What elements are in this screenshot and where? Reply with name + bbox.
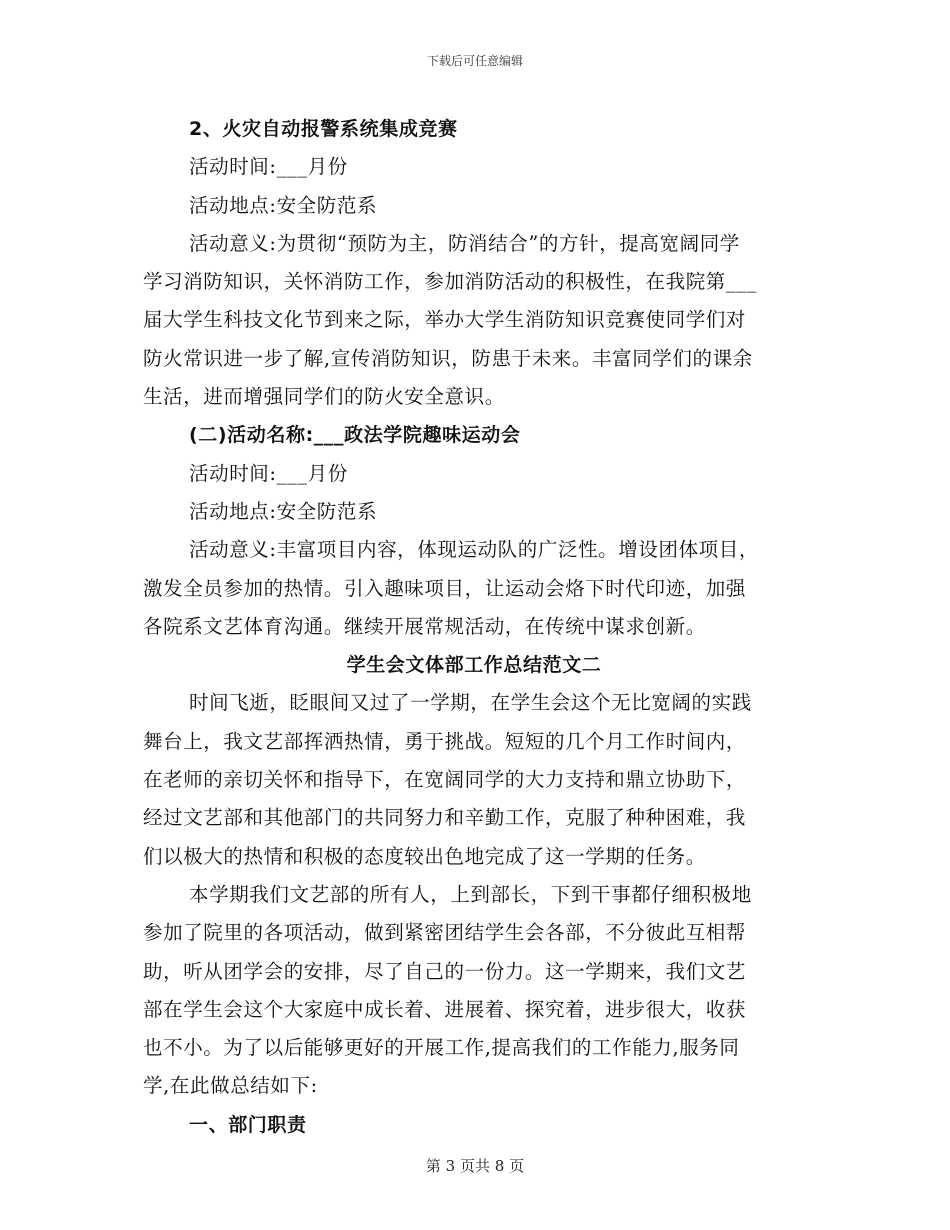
section-heading: 2、火灾自动报警系统集成竞赛 xyxy=(189,118,458,140)
section-heading: (二)活动名称:___政法学院趣味运动会 xyxy=(189,424,521,447)
paragraph-line: 活动时间:___月份 xyxy=(189,155,348,179)
paragraph-line: 活动意义:为贯彻“预防为主，防消结合”的方针，提高宽阔同学 xyxy=(189,231,740,255)
section-heading: 一、部门职责 xyxy=(189,1113,307,1136)
paragraph-line: 活动地点:安全防范系 xyxy=(189,499,378,523)
paragraph-line: 各院系文艺体育沟通。继续开展常规活动，在传统中谋求创新。 xyxy=(143,614,706,638)
paragraph-line: 活动地点:安全防范系 xyxy=(189,193,378,217)
paragraph-line: 参加了院里的各项活动，做到紧密团结学生会各部，不分彼此互相帮 xyxy=(143,921,747,945)
page-footer: 第 3 页共 8 页 xyxy=(425,1157,525,1175)
paragraph-line: 届大学生科技文化节到来之际，举办大学生消防知识竞赛使同学们对 xyxy=(143,308,747,332)
paragraph-line: 在老师的亲切关怀和指导下，在宽阔同学的大力支持和鼎立协助下， xyxy=(143,768,747,792)
paragraph-line: 部在学生会这个大家庭中成长着、进展着、探究着，进步很大，收获 xyxy=(143,997,747,1021)
paragraph-line: 助，听从团学会的安排，尽了自己的一份力。这一学期来，我们文艺 xyxy=(143,959,747,983)
paragraph-line: 本学期我们文艺部的所有人，上到部长，下到干事都仔细积极地 xyxy=(189,882,752,906)
paragraph-line: 活动意义:丰富项目内容，体现运动队的广泛性。增设团体项目， xyxy=(189,538,759,562)
paragraph-line: 学习消防知识，关怀消防工作，参加消防活动的积极性，在我院第___ xyxy=(143,270,757,294)
paragraph-line: 经过文艺部和其他部门的共同努力和辛勤工作，克服了种种困难，我 xyxy=(143,806,747,830)
paragraph-line: 生活，进而增强同学们的防火安全意识。 xyxy=(143,385,505,409)
document-title: 学生会文体部工作总结范文二 xyxy=(346,654,602,677)
paragraph-line: 时间飞逝，眨眼间又过了一学期，在学生会这个无比宽阔的实践 xyxy=(189,691,752,715)
paragraph-line: 舞台上，我文艺部挥洒热情，勇于挑战。短短的几个月工作时间内， xyxy=(143,729,747,753)
paragraph-line: 活动时间:___月份 xyxy=(189,461,348,485)
document-body xyxy=(143,110,805,1144)
paragraph-line: 们以极大的热情和积极的态度较出色地完成了这一学期的任务。 xyxy=(143,844,706,868)
paragraph-line: 学,在此做总结如下: xyxy=(143,1074,318,1098)
paragraph-line: 激发全员参加的热情。引入趣味项目，让运动会烙下时代印迹，加强 xyxy=(143,576,747,600)
paragraph-line: 防火常识进一步了解,宣传消防知识，防患于未来。丰富同学们的课余 xyxy=(143,346,753,370)
page-header: 下载后可任意编辑 xyxy=(426,54,523,68)
paragraph-line: 也不小。为了以后能够更好的开展工作,提高我们的工作能力,服务同 xyxy=(143,1036,740,1060)
